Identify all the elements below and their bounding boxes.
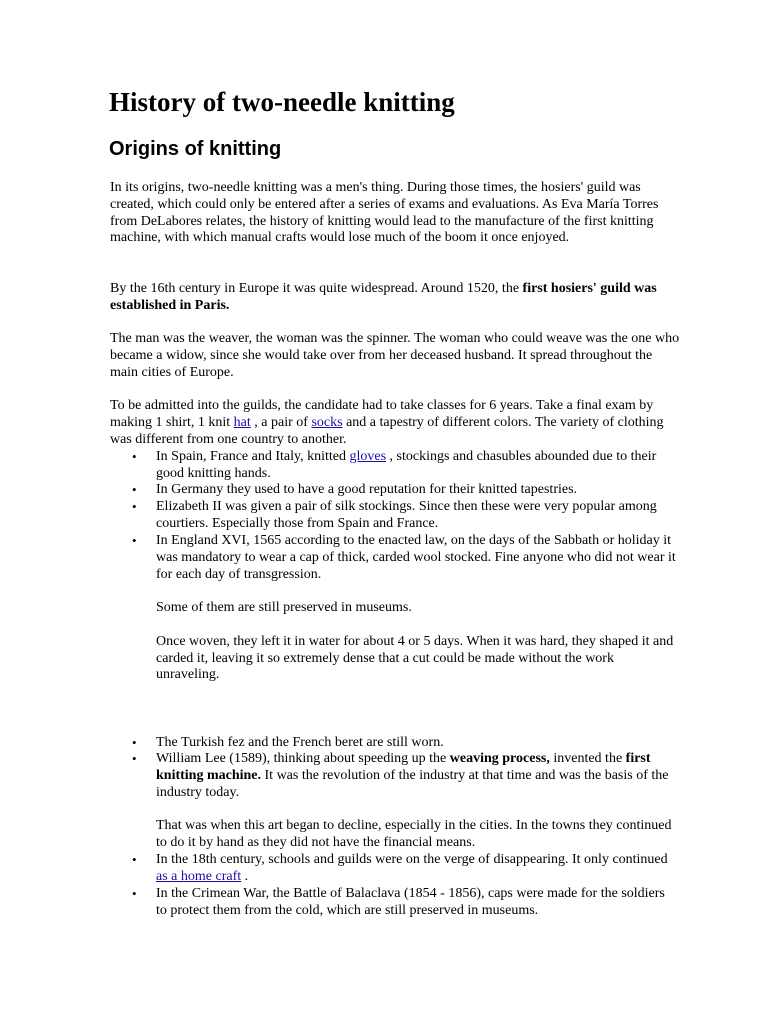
paris-guild-bold: first hosiers' guild was established in Paris.: [110, 281, 657, 313]
paris-guild-text: By the 16th century in Europe it was quite widespread. Around 1520, the: [110, 281, 523, 296]
section-heading: Origins of knitting: [109, 138, 282, 160]
list-item-18th-century: [156, 852, 676, 886]
bullet-text: [156, 751, 676, 801]
socks-link[interactable]: socks: [311, 414, 343, 430]
list-item-crimean-war: [156, 886, 676, 920]
bullet-text-2: , stockings and chasubles abounded due to their good knitting hands.: [156, 449, 657, 481]
bullet-text: • In England XVI, 1565 according to the enacted law, on the days of the Sabbath or holiday it was mandatory to wear a cap of thick, carded wool stocked. Fine anyone who did not wear it for each day of transgression.: [156, 533, 676, 582]
admission-text-2: , a pair of: [250, 414, 312, 430]
gloves-link[interactable]: gloves: [349, 449, 387, 464]
list-item-william-lee: [156, 751, 676, 852]
bullet-text: In the Crimean War, the Battle of Balaclava (1854 - 1856), caps were made for the soldiers to protect them from the cold, which are still preserved in museums.: [156, 886, 665, 918]
bullet-text-2: .: [241, 868, 249, 884]
admission-text-3: and a tapestry of different colors. The variety of clothing was different from one country to another.: [110, 414, 664, 447]
lee-text-2: invented the: [549, 751, 626, 766]
woven-note: Once woven, they left it in water for about 4 or 5 days. When it was hard, they shaped it and carded it, leaving it so extremely dense that a cut could be made without the work unraveling.: [156, 633, 674, 683]
list-item-spain: [156, 449, 676, 483]
intro-text: In its origins, two-needle knitting was a men's thing. During those times, the hosiers' guild was created, which could only be entered after a series of exams and evaluations. As Eva María Torres from DeLabores relates, the history of knitting would lead to the manufacture of the first knitting machine, with which manual crafts would lose much of the boom it once enjoyed.: [110, 180, 659, 246]
hat-link[interactable]: hat: [233, 414, 251, 430]
admission-paragraph: [110, 398, 680, 448]
weaver-text: The man was the weaver, the woman was the spinner. The woman who could weave was the one who became a widow, since she would take over from her deceased husband. It spread throughout the main cities of Europe.: [110, 331, 680, 380]
paris-guild-paragraph: [110, 281, 680, 315]
lee-bold-1: weaving process,: [449, 751, 550, 766]
bullet-text: In Spain, France and Italy, knitted: [156, 449, 350, 464]
lee-bold-2: first knitting machine.: [156, 751, 651, 783]
intro-paragraph: [110, 180, 680, 247]
decline-note: That was when this art began to decline, especially in the cities. In the towns they continued to do it by hand as they did not have the financial means.: [156, 818, 672, 850]
list-item-elizabeth: [156, 499, 676, 533]
bullet-text: In Germany they used to have a good reputation for their knitted tapestries.: [156, 482, 578, 497]
weaver-paragraph: [110, 331, 680, 381]
home-craft-link[interactable]: as a home craft: [156, 868, 242, 884]
bullet-text: The Turkish fez and the French beret are still worn.: [156, 735, 444, 750]
museums-note: Some of them are still preserved in museums.: [156, 600, 412, 616]
bullet-text: In the 18th century, schools and guilds were on the verge of disappearing. It only continued: [156, 852, 668, 867]
bullet-text: Elizabeth II was given a pair of silk stockings. Since then these were very popular among courtiers. Especially those from Spain and France.: [156, 499, 657, 531]
list-item-england: [156, 533, 676, 684]
list-item-fez: [156, 735, 676, 752]
lee-text-3: It was the revolution of the industry at that time and was the basis of the industry today.: [156, 767, 669, 800]
page-title: History of two-needle knitting: [109, 87, 455, 117]
lee-text: William Lee (1589), thinking about speeding up the: [156, 751, 450, 766]
list-item-germany: [156, 482, 676, 499]
admission-text: To be admitted into the guilds, the candidate had to take classes for 6 years. Take a final exam by making 1 shirt, 1 knit: [110, 398, 654, 430]
